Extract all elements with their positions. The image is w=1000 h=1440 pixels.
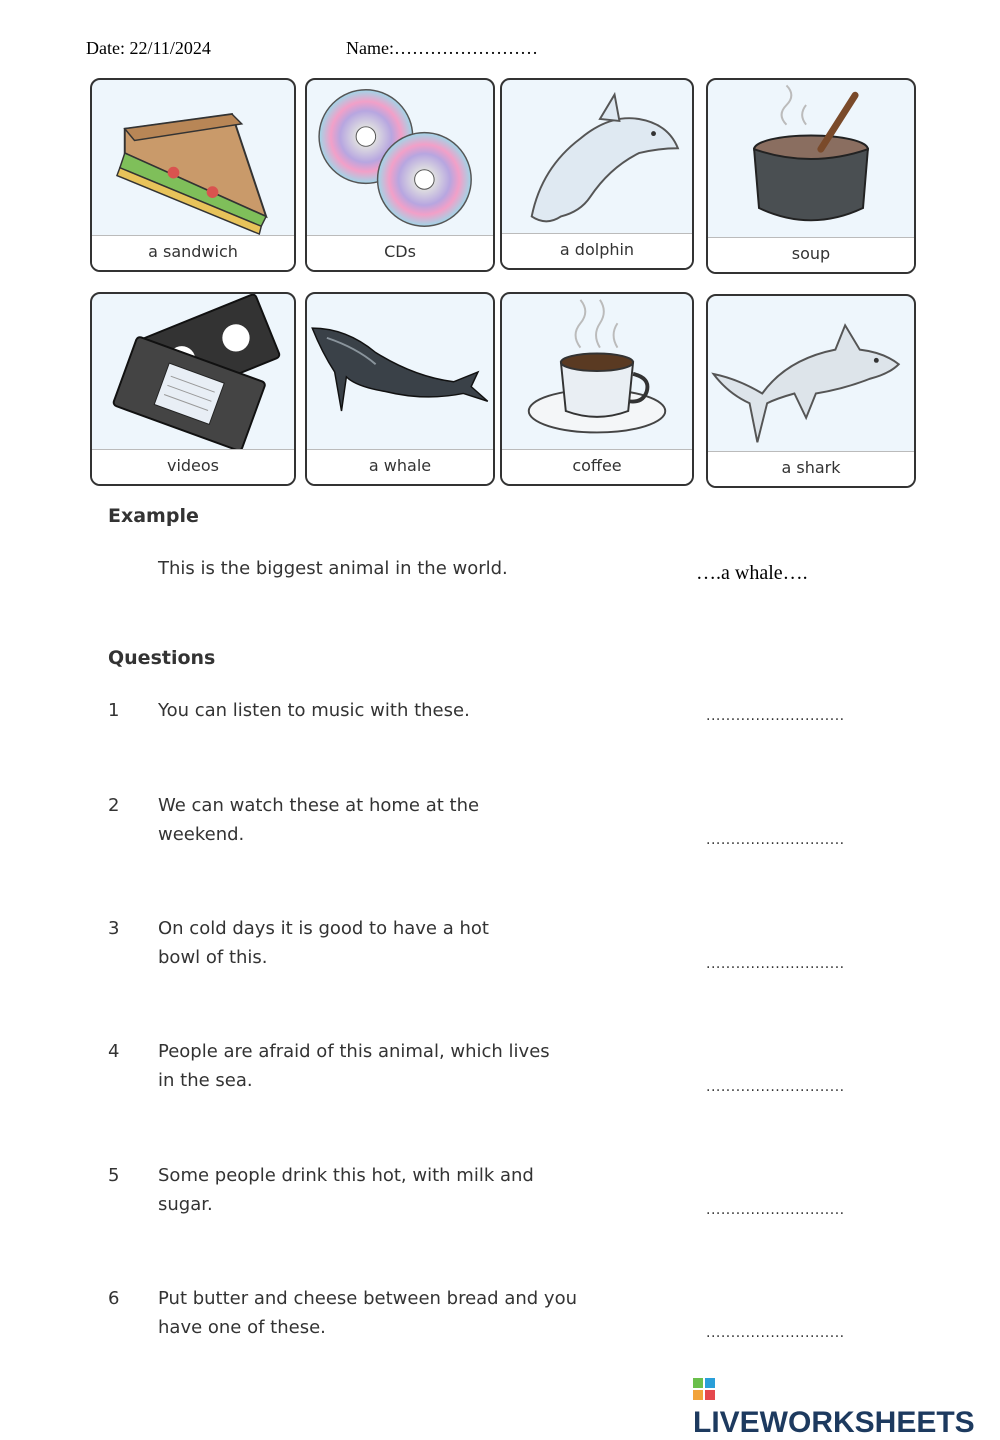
question-number: 3 <box>108 918 120 939</box>
question-text: On cold days it is good to have a hot bowl of this. <box>158 918 489 968</box>
card-label: CDs <box>307 235 493 270</box>
example-heading: Example <box>108 505 199 527</box>
logo-mark-icon <box>693 1378 715 1400</box>
question-text: Put butter and cheese between bread and you have one of these. <box>158 1288 577 1338</box>
date-label: Date: 22/11/2024 <box>86 38 211 58</box>
answer-blank-3[interactable]: ............................ <box>706 956 845 972</box>
answer-blank-4[interactable]: ............................ <box>706 1079 845 1095</box>
card-coffee <box>500 292 694 486</box>
card-shark <box>706 294 916 488</box>
shark-icon <box>708 296 914 452</box>
cds-icon <box>307 80 493 236</box>
card-label: a shark <box>708 451 914 486</box>
card-cds <box>305 78 495 272</box>
soup-icon <box>708 80 914 238</box>
card-dolphin <box>500 78 694 270</box>
dolphin-icon <box>502 80 692 234</box>
question-number: 4 <box>108 1041 120 1062</box>
sandwich-icon <box>92 80 294 236</box>
whale-icon <box>307 294 493 450</box>
videos-icon <box>92 294 294 450</box>
card-soup <box>706 78 916 274</box>
card-label: coffee <box>502 449 692 484</box>
name-field[interactable]: Name:…………………… <box>346 38 538 58</box>
question-text: You can listen to music with these. <box>158 700 470 721</box>
question-text: We can watch these at home at the weekend. <box>158 795 480 845</box>
question-text: People are afraid of this animal, which lives in the sea. <box>158 1041 550 1091</box>
answer-blank-6[interactable]: ............................ <box>706 1325 845 1341</box>
question-text: Some people drink this hot, with milk and sugar. <box>158 1165 534 1215</box>
answer-blank-2[interactable]: ............................ <box>706 832 845 848</box>
card-videos <box>90 292 296 486</box>
question-number: 6 <box>108 1288 120 1309</box>
card-label: videos <box>92 449 294 484</box>
card-label: a whale <box>307 449 493 484</box>
example-answer: ….a whale…. <box>696 562 808 584</box>
card-whale <box>305 292 495 486</box>
card-label: a sandwich <box>92 235 294 270</box>
coffee-icon <box>502 294 692 450</box>
questions-heading: Questions <box>108 647 216 669</box>
logo-text: LIVEWORKSHEETS <box>693 1406 975 1439</box>
answer-blank-1[interactable]: ............................ <box>706 708 845 724</box>
liveworksheets-logo <box>693 1372 1000 1440</box>
answer-blank-5[interactable]: ............................ <box>706 1202 845 1218</box>
card-label: a dolphin <box>502 233 692 268</box>
example-text: This is the biggest animal in the world. <box>158 558 508 579</box>
question-number: 5 <box>108 1165 120 1186</box>
card-sandwich <box>90 78 296 272</box>
card-label: soup <box>708 237 914 272</box>
question-number: 2 <box>108 795 120 816</box>
question-number: 1 <box>108 700 120 721</box>
